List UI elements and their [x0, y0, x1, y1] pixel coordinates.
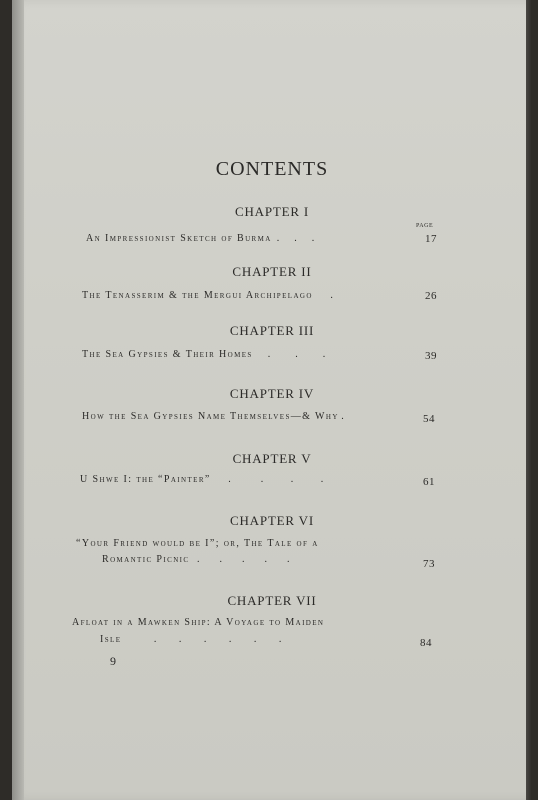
toc-entry-title-line1: Afloat in a Mawken Ship: A Voyage to Maiden	[72, 617, 325, 628]
toc-page-number: 54	[423, 413, 435, 425]
toc-entry-title: How the Sea Gypsies Name Themselves—& Why .	[82, 411, 344, 422]
page-column-label: PAGE	[416, 223, 434, 229]
toc-page-number: 17	[425, 233, 437, 245]
book-page	[12, 0, 532, 800]
toc-page-number: 39	[425, 350, 437, 362]
toc-entry-title: The Tenasserim & the Mergui Archipelago .	[82, 290, 333, 301]
chapter-heading: CHAPTER IV	[229, 386, 315, 401]
toc-entry-title-line2: Romantic Picnic . . . . .	[102, 554, 290, 565]
toc-page-number: 73	[423, 558, 435, 570]
contents-title: CONTENTS	[215, 158, 329, 180]
chapter-heading: CHAPTER II	[232, 264, 312, 279]
chapter-heading: CHAPTER V	[232, 451, 312, 466]
toc-page-number: 61	[423, 476, 435, 488]
toc-entry-title: U Shwe I: the “Painter” . . . .	[80, 474, 324, 485]
toc-entry-title-line1: “Your Friend would be I”; or, The Tale of a	[76, 538, 319, 549]
chapter-heading: CHAPTER VI	[230, 513, 314, 528]
toc-page-number: 26	[425, 290, 437, 302]
folio-page-number: 9	[110, 654, 116, 668]
chapter-heading: CHAPTER I	[234, 204, 309, 219]
toc-entry-title: An Impressionist Sketch of Burma . . .	[86, 233, 315, 244]
toc-entry-title: The Sea Gypsies & Their Homes . . .	[82, 349, 326, 360]
toc-entry-title-line2: Isle . . . . . .	[100, 634, 282, 645]
chapter-heading: CHAPTER III	[229, 323, 315, 338]
chapter-heading: CHAPTER VII	[227, 593, 317, 608]
toc-page-number: 84	[420, 637, 432, 649]
